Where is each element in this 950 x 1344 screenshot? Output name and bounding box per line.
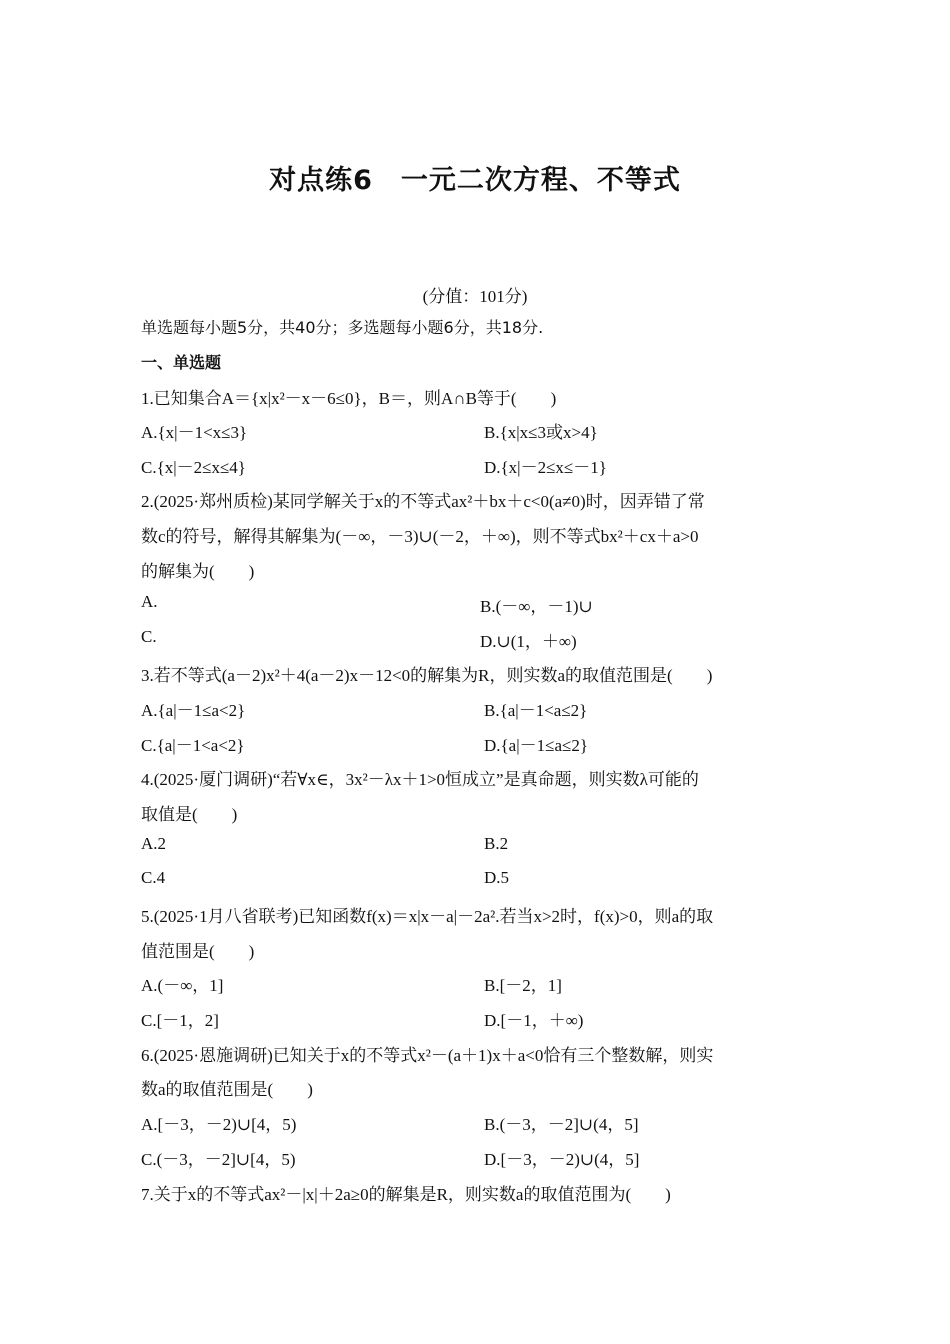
question-7-stem: 7.关于x的不等式ax²－|x|＋2a≥0的解集是R，则实数a的取值范围为( )	[141, 1185, 671, 1204]
q5-option-d: D.[－1，＋∞)	[484, 1011, 584, 1030]
question-4-stem-line2: 取值是( )	[141, 805, 238, 824]
question-6-stem-line2: 数a的取值范围是( )	[141, 1080, 313, 1099]
q2-option-b: B.(－∞，－1)∪	[480, 597, 593, 616]
q1-option-d: D.{x|－2≤x≤－1}	[484, 458, 607, 477]
question-1-stem: 1.已知集合A＝{x|x²－x－6≤0}，B＝，则A∩B等于( )	[141, 389, 557, 408]
q4-option-b: B.2	[484, 834, 509, 853]
question-6-stem-line1: 6.(2025·恩施调研)已知关于x的不等式x²－(a＋1)x＋a<0恰有三个整数解，则实	[141, 1046, 714, 1065]
scoring-note: 单选题每小题5分，共40分；多选题每小题6分，共18分.	[141, 318, 544, 337]
q6-option-c: C.(－3，－2]∪[4，5)	[141, 1150, 296, 1169]
q1-option-a: A.{x|－1<x≤3}	[141, 423, 248, 442]
q2-option-d: D.∪(1，＋∞)	[480, 632, 577, 651]
q6-option-a: A.[－3，－2)∪[4，5)	[141, 1115, 297, 1134]
question-3-stem: 3.若不等式(a－2)x²＋4(a－2)x－12<0的解集为R，则实数a的取值范围是( )	[141, 666, 713, 685]
q6-option-d: D.[－3，－2)∪(4，5]	[484, 1150, 640, 1169]
question-5-stem-line1: 5.(2025·1月八省联考)已知函数f(x)＝x|x－a|－2a².若当x>2时，f(x)>0，则a的取	[141, 907, 714, 926]
q5-option-c: C.[－1，2]	[141, 1011, 219, 1030]
q4-option-c: C.4	[141, 868, 166, 887]
q4-option-d: D.5	[484, 868, 510, 887]
q3-option-a: A.{a|－1≤a<2}	[141, 701, 246, 720]
q3-option-b: B.{a|－1<a≤2}	[484, 701, 588, 720]
page-title: 对点练6 一元二次方程、不等式	[269, 165, 681, 196]
q5-option-b: B.[－2，1]	[484, 976, 562, 995]
question-2-stem-line1: 2.(2025·郑州质检)某同学解关于x的不等式ax²＋bx＋c<0(a≠0)时，因弄错了常	[141, 492, 705, 511]
q3-option-c: C.{a|－1<a<2}	[141, 736, 245, 755]
score-info: (分值：101分)	[422, 287, 528, 306]
section-heading: 一、单选题	[141, 353, 222, 372]
q3-option-d: D.{a|－1≤a≤2}	[484, 736, 589, 755]
q5-option-a: A.(－∞，1]	[141, 976, 224, 995]
question-2-stem-line2: 数c的符号，解得其解集为(－∞，－3)∪(－2，＋∞)，则不等式bx²＋cx＋a>0	[141, 527, 699, 546]
q4-option-a: A.2	[141, 834, 167, 853]
question-4-stem-line1: 4.(2025·厦门调研)“若∀x∈，3x²－λx＋1>0恒成立”是真命题，则实数λ可能的	[141, 770, 699, 789]
q2-option-a: A.	[141, 592, 158, 611]
q1-option-b: B.{x|x≤3或x>4}	[484, 423, 598, 442]
question-5-stem-line2: 值范围是( )	[141, 942, 255, 961]
question-2-stem-line3: 的解集为( )	[141, 562, 255, 581]
q6-option-b: B.(－3，－2]∪(4，5]	[484, 1115, 639, 1134]
q2-option-c: C.	[141, 627, 157, 646]
q1-option-c: C.{x|－2≤x≤4}	[141, 458, 246, 477]
